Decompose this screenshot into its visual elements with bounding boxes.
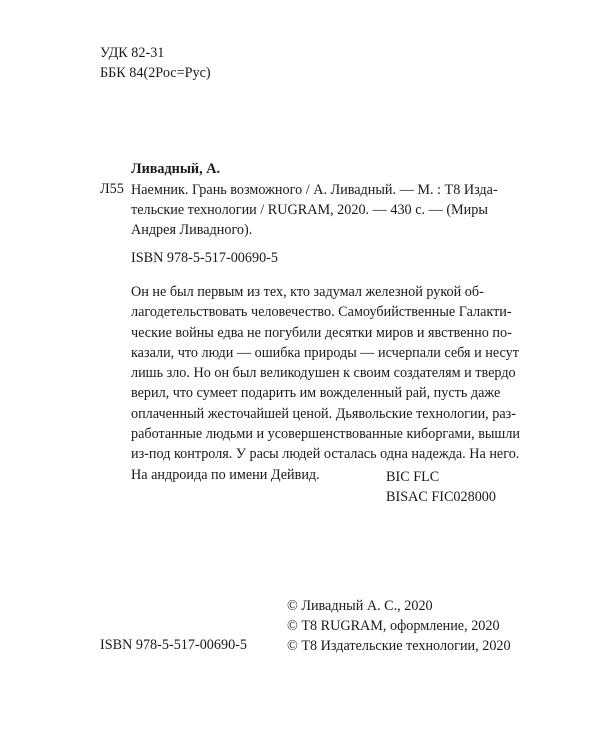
annotation-line: верил, что сумеет подарить им вожделенный рай, пусть даже [131,385,501,402]
copyright-line: © Ливадный А. С., 2020 [287,598,433,614]
author-code: Л55 [100,181,124,197]
bbk-code: ББК 84(2Рос=Рус) [100,65,211,81]
bisac-code: BISAC FIC028000 [386,489,496,505]
author-heading: Ливадный, А. [131,161,220,177]
subject-codes [386,467,496,507]
isbn-catalog: ISBN 978-5-517-00690-5 [131,250,278,266]
copyright-line: © Т8 RUGRAM, оформление, 2020 [287,618,500,634]
annotation-line: из-под контроля. У расы людей осталась одна надежда. На него. [131,446,520,463]
annotation-line: Он не был первым из тех, кто задумал железной рукой об- [131,284,484,300]
annotation-line: лагодетельствовать человечество. Самоубийственные Галакти- [131,304,512,321]
annotation-line: казали, что люди — ошибка природы — исчерпали себя и несут [131,344,519,361]
biblio-line: Андрея Ливадного). [131,222,253,238]
biblio-line: тельские технологии / RUGRAM, 2020. — 430 с. — (Миры [131,202,488,218]
annotation-text [131,282,520,485]
udk-code: УДК 82-31 [100,45,165,61]
bibliographic-description [131,180,498,240]
copyright-line: © Т8 Издательские технологии, 2020 [287,638,511,654]
annotation-line: ческие войны едва не погубили десятки миров и явственно по- [131,324,512,341]
biblio-line: Наемник. Грань возможного / А. Ливадный. — М. : Т8 Изда- [131,182,498,198]
isbn-footer: ISBN 978-5-517-00690-5 [100,637,247,653]
annotation-line: работанные людьми и усовершенствованные киборгами, вышли [131,426,521,443]
annotation-line: лишь зло. Но он был великодушен к своим создателям и твердо [131,365,516,382]
annotation-line: На андроида по имени Дейвид. [131,466,320,483]
bic-code: BIC FLC [386,469,440,485]
annotation-line: оплаченный жесточайшей ценой. Дьявольские технологии, раз- [131,405,516,422]
copyright-block [287,596,511,656]
